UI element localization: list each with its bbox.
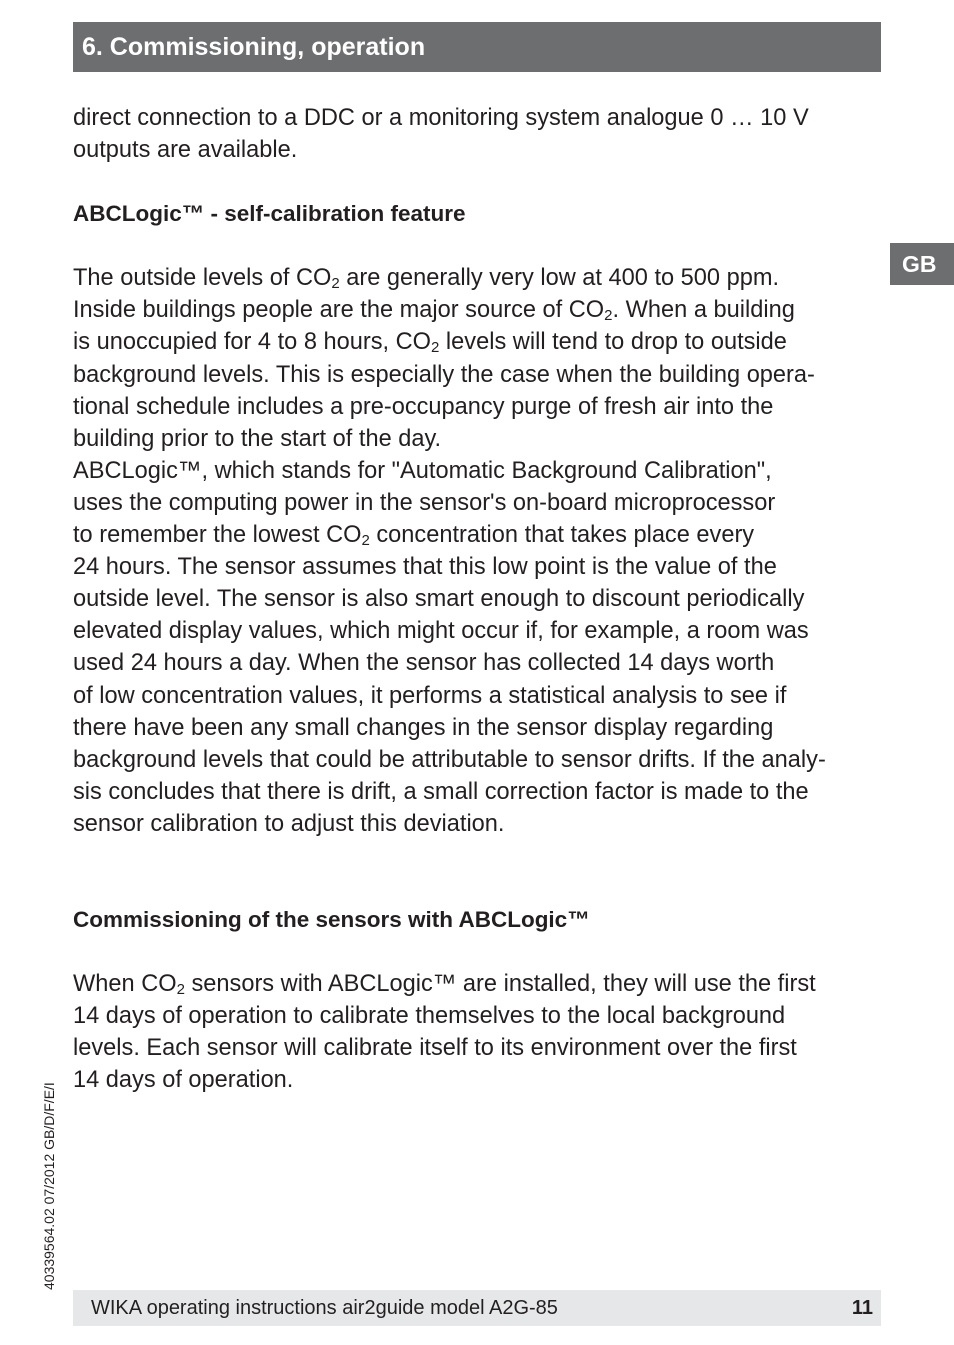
line-text: The outside levels of CO (73, 265, 332, 292)
section-heading-commissioning: Commissioning of the sensors with ABCLogic™ (73, 906, 590, 932)
line-text: used 24 hours a day. When the sensor has collected 14 days worth (73, 650, 775, 677)
language-tab-label: GB (902, 251, 937, 277)
body-line (73, 776, 883, 808)
section-body-abclogic (73, 262, 883, 840)
body-line (73, 262, 883, 294)
subscript: 2 (431, 339, 440, 357)
line-text: concentration that takes place every (369, 522, 755, 549)
body-line (73, 647, 883, 679)
body-line (73, 487, 883, 519)
section-body-commissioning (73, 968, 883, 1096)
line-text: 24 hours. The sensor assumes that this low point is the value of the (73, 554, 777, 581)
body-line (73, 1032, 883, 1064)
line-text: levels. Each sensor will calibrate itself to its environment over the first (73, 1035, 797, 1062)
body-line (73, 1064, 883, 1096)
line-text: elevated display values, which might occur if, for example, a room was (73, 618, 809, 645)
line-text: levels will tend to drop to outside (439, 329, 787, 356)
body-line (73, 712, 883, 744)
line-text: ABCLogic™, which stands for "Automatic Background Calibration", (73, 457, 772, 484)
body-line (73, 326, 883, 358)
body-line (73, 294, 883, 326)
body-line (73, 519, 883, 551)
line-text: uses the computing power in the sensor's on-board microprocessor (73, 489, 776, 516)
intro-line: direct connection to a DDC or a monitoring system analogue 0 … 10 V (73, 105, 809, 131)
body-line (73, 615, 883, 647)
line-text: . When a building (612, 297, 795, 324)
subscript: 2 (176, 981, 185, 999)
line-text: tional schedule includes a pre-occupancy purge of fresh air into the (73, 393, 774, 420)
subscript: 2 (361, 532, 370, 550)
line-text: sis concludes that there is drift, a small correction factor is made to the (73, 778, 809, 805)
language-tab (890, 243, 954, 285)
line-text: sensor calibration to adjust this deviation. (73, 810, 505, 837)
body-line (73, 583, 883, 615)
body-line (73, 744, 883, 776)
section-header (73, 22, 881, 72)
section-heading-abclogic: ABCLogic™ - self-calibration feature (73, 201, 466, 227)
body-line (73, 968, 883, 1000)
page-footer (73, 1290, 881, 1326)
line-text: building prior to the start of the day. (73, 425, 442, 452)
page-number: 11 (851, 1297, 873, 1319)
body-line (73, 423, 883, 455)
line-text: outside level. The sensor is also smart enough to discount periodically (73, 586, 805, 613)
document-code: 40339564.02 07/2012 GB/D/F/E/I (41, 1082, 57, 1290)
line-text: background levels that could be attributable to sensor drifts. If the analy- (73, 746, 826, 773)
line-text: sensors with ABCLogic™ are installed, they will use the first (184, 971, 816, 998)
body-line (73, 1000, 883, 1032)
line-text: When CO (73, 971, 177, 998)
footer-text: WIKA operating instructions air2guide model A2G-85 (91, 1297, 558, 1319)
line-text: are generally very low at 400 to 500 ppm. (339, 265, 780, 292)
subscript: 2 (604, 307, 613, 325)
subscript: 2 (331, 275, 340, 293)
body-line (73, 551, 883, 583)
body-line (73, 680, 883, 712)
line-text: 14 days of operation to calibrate themselves to the local background (73, 1003, 786, 1030)
line-text: there have been any small changes in the sensor display regarding (73, 714, 774, 741)
body-line (73, 808, 883, 840)
line-text: is unoccupied for 4 to 8 hours, CO (73, 329, 432, 356)
body-line (73, 359, 883, 391)
body-line (73, 391, 883, 423)
line-text: to remember the lowest CO (73, 522, 362, 549)
intro-line: outputs are available. (73, 137, 298, 164)
body-line (73, 455, 883, 487)
page-content (73, 102, 883, 1096)
line-text: Inside buildings people are the major source of CO (73, 297, 605, 324)
line-text: of low concentration values, it performs a statistical analysis to see if (73, 682, 787, 709)
line-text: 14 days of operation. (73, 1067, 294, 1094)
line-text: background levels. This is especially the case when the building opera- (73, 361, 815, 388)
section-title: 6. Commissioning, operation (82, 33, 426, 61)
